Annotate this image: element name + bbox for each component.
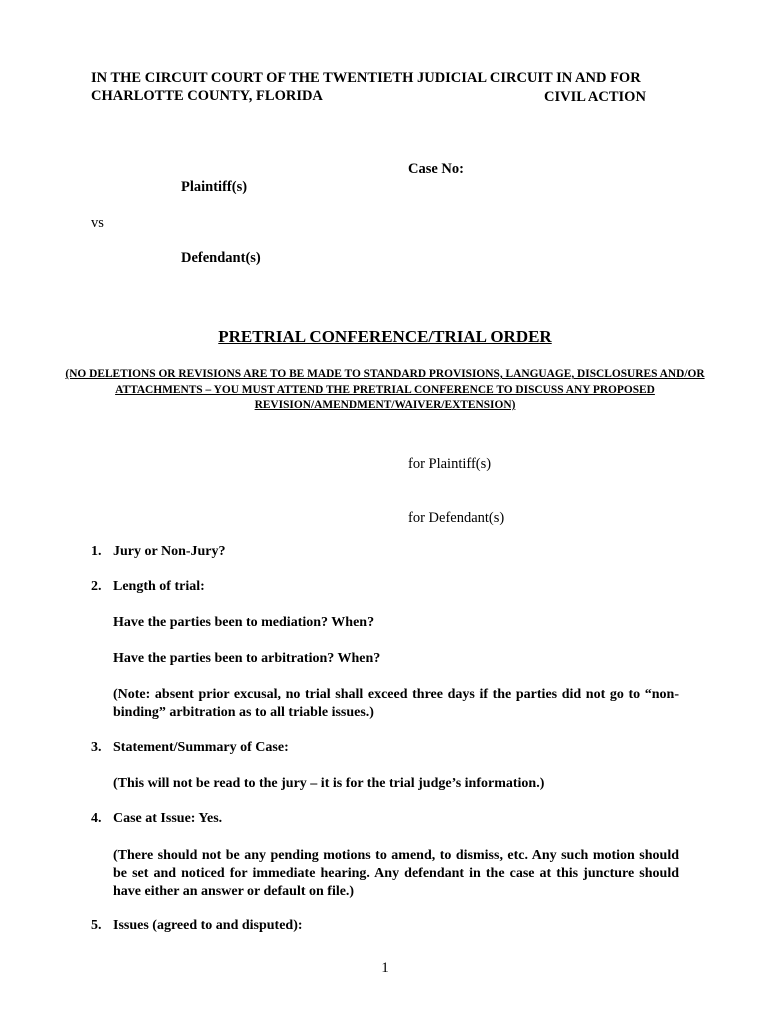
counsel-for-plaintiff: for Plaintiff(s) (408, 456, 492, 472)
item-number: 4. (91, 811, 102, 826)
versus-label: vs (91, 215, 104, 231)
action-type: CIVIL ACTION (544, 89, 646, 105)
item-jury: Jury or Non-Jury? (113, 544, 226, 559)
page-title: PRETRIAL CONFERENCE/TRIAL ORDER (218, 327, 552, 346)
item-number: 5. (91, 918, 102, 933)
item-length-of-trial: Length of trial: (113, 579, 205, 594)
counsel-for-defendant: for Defendant(s) (408, 510, 505, 526)
item-number: 2. (91, 579, 102, 594)
revision-notice: (NO DELETIONS OR REVISIONS ARE TO BE MADE TO STANDARD PROVISIONS, LANGUAGE, DISCLOSURES AND/OR ATTACHMENTS – YOU MUST ATTEND THE PRETRIAL CONFERENCE TO DISCUSS ANY PROPOSED REVISION/AMENDMENT/WAIVER/EXTENSION) (65, 368, 705, 411)
defendant-label: Defendant(s) (181, 250, 261, 266)
page-number: 1 (381, 960, 389, 976)
item-number: 1. (91, 544, 102, 559)
arbitration-note: (Note: absent prior excusal, no trial shall exceed three days if the parties did not go to “non-binding” arbitration as to all triable issues.) (113, 687, 679, 720)
item-statement-summary: Statement/Summary of Case: (113, 740, 289, 755)
item-issues: Issues (agreed to and disputed): (113, 918, 303, 933)
item-number: 3. (91, 740, 102, 755)
arbitration-question: Have the parties been to arbitration? When? (113, 651, 381, 666)
court-name-line2: CHARLOTTE COUNTY, FLORIDA (91, 88, 323, 104)
court-name-line1: IN THE CIRCUIT COURT OF THE TWENTIETH JUDICIAL CIRCUIT IN AND FOR (91, 70, 641, 86)
item-case-at-issue: Case at Issue: Yes. (113, 811, 223, 826)
mediation-question: Have the parties been to mediation? When? (113, 615, 375, 630)
plaintiff-label: Plaintiff(s) (181, 179, 248, 195)
case-at-issue-note: (There should not be any pending motions to amend, to dismiss, etc. Any such motion should be set and noticed for immediate hearing. Any defendant in the case at this juncture should have either an answer or default on file.) (113, 848, 679, 899)
case-number-label: Case No: (408, 161, 464, 177)
summary-note: (This will not be read to the jury – it is for the trial judge’s information.) (113, 776, 545, 791)
